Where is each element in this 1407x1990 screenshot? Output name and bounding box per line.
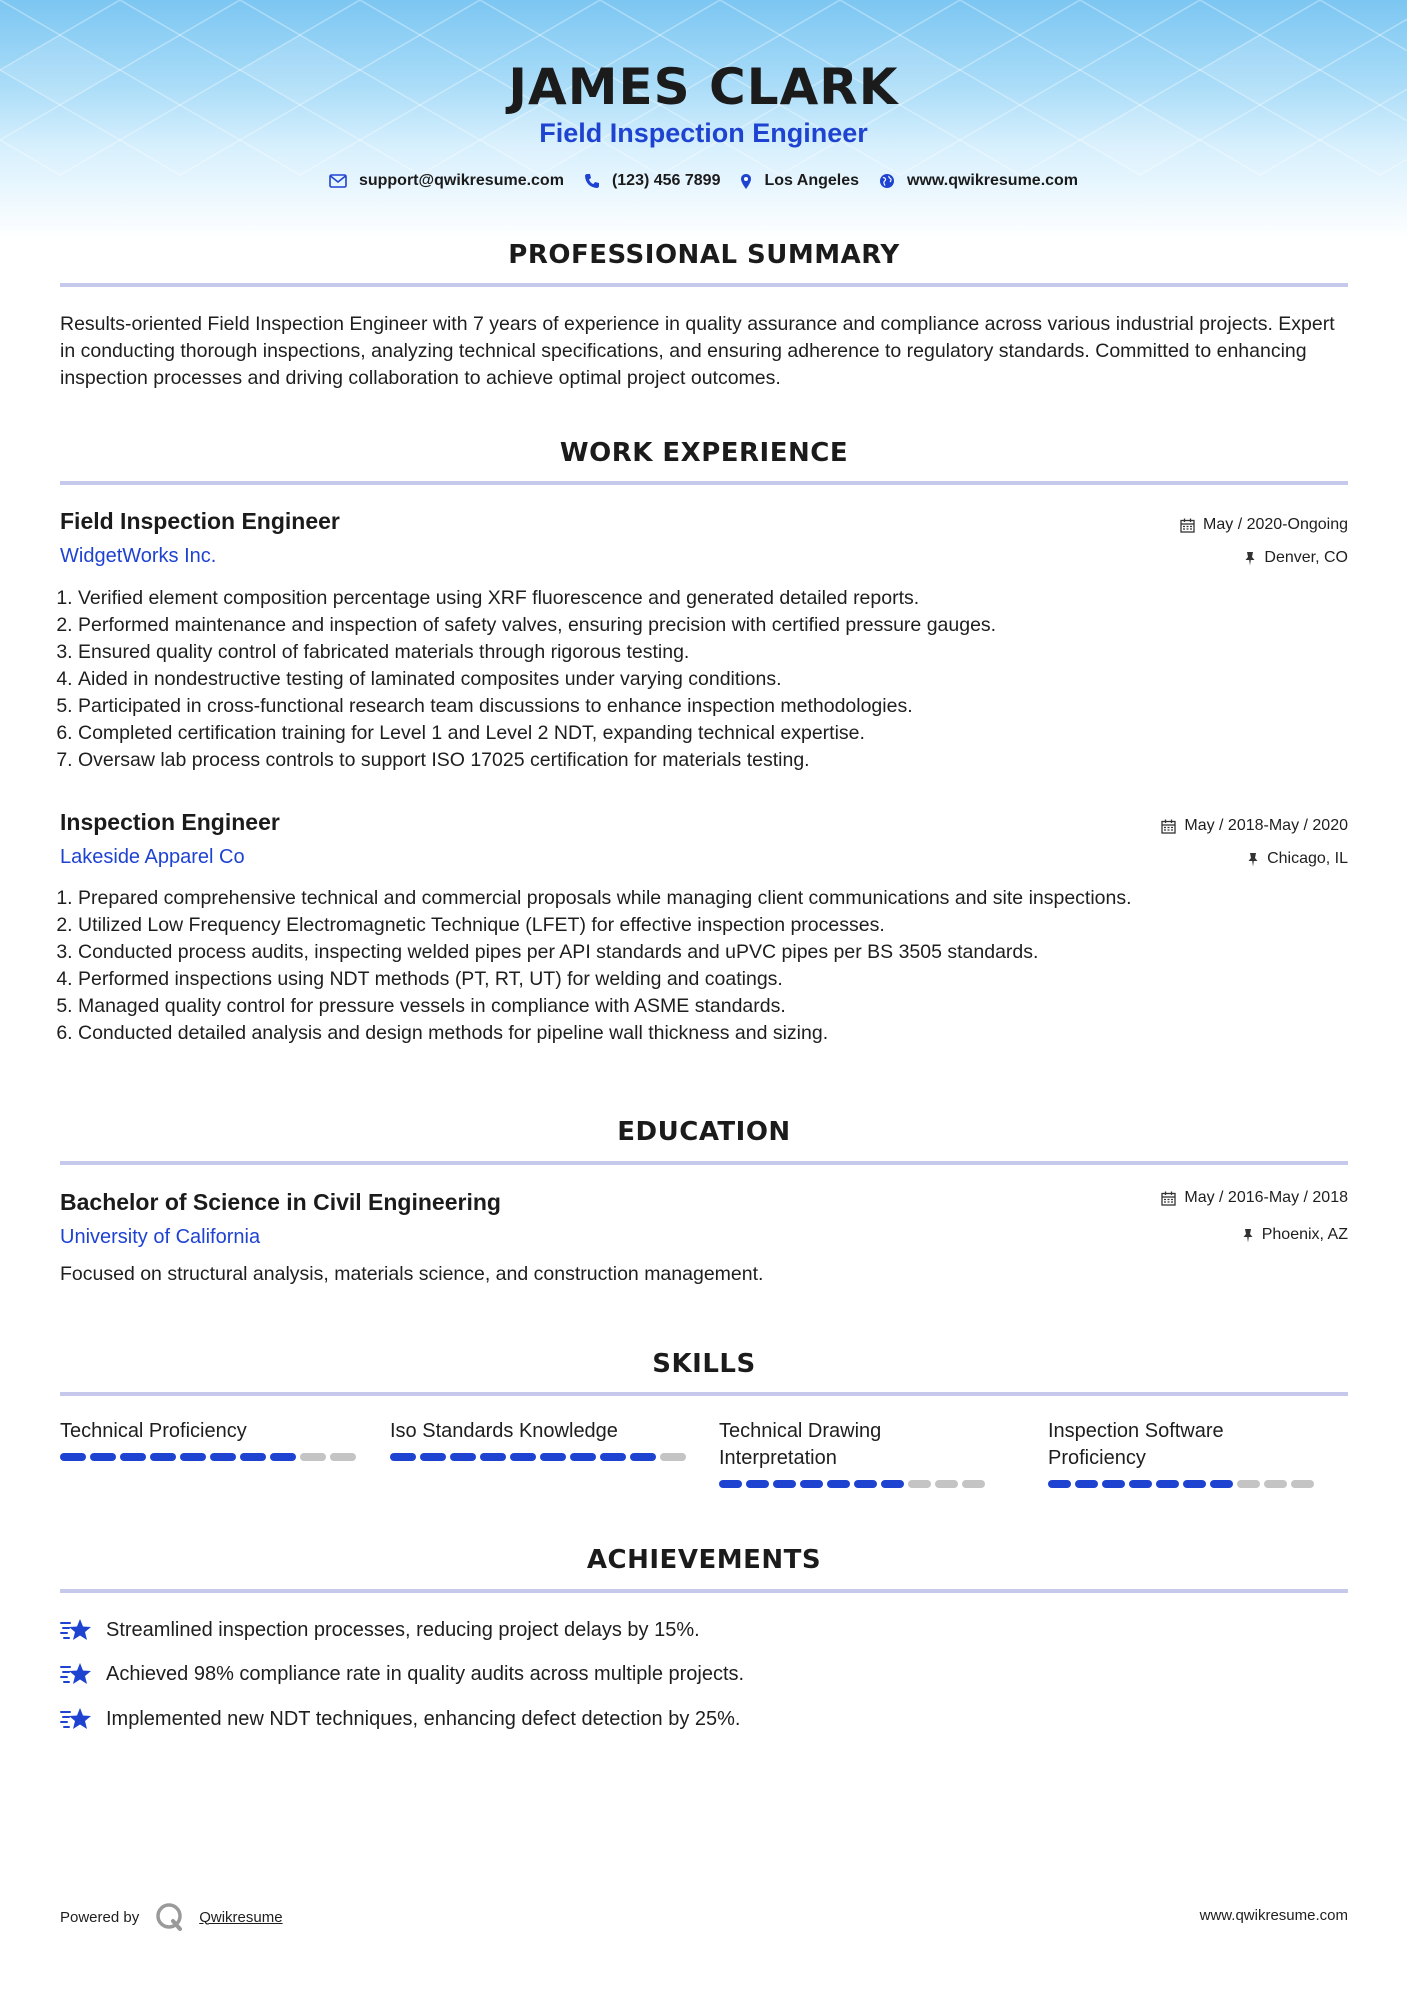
- job-duties: [55, 885, 1368, 1047]
- phone-icon: [584, 173, 600, 189]
- duty-item: 5. Participated in cross-functional research team discussions to enhance inspection methodologies.: [78, 693, 1368, 720]
- education-dates: [1161, 1189, 1348, 1207]
- job-location: [1244, 549, 1348, 567]
- skill-segment-filled: [1102, 1480, 1125, 1488]
- job-location-text: Chicago, IL: [1267, 850, 1348, 867]
- job-dates: [1161, 817, 1348, 835]
- skill-segment-filled: [270, 1453, 296, 1461]
- duty-item: 1. Verified element composition percentage using XRF fluorescence and generated detailed reports.: [78, 585, 1368, 612]
- skills-rule: [60, 1392, 1348, 1396]
- skill-segment-filled: [1129, 1480, 1152, 1488]
- achievement-item: [60, 1660, 744, 1688]
- skill-rating-bar: [60, 1453, 360, 1461]
- job-dates: [1180, 516, 1348, 534]
- skill-segment-filled: [719, 1480, 742, 1488]
- contact-bar: [0, 172, 1407, 190]
- job-dates-text: May / 2020-Ongoing: [1203, 516, 1348, 533]
- education-degree: Bachelor of Science in Civil Engineering: [60, 1189, 501, 1215]
- skill-segment-filled: [1183, 1480, 1206, 1488]
- summary-rule: [60, 283, 1348, 287]
- skill-segment-empty: [935, 1480, 958, 1488]
- skill-segment-filled: [800, 1480, 823, 1488]
- star-achievement-icon: [60, 1616, 92, 1644]
- skill-segment-empty: [1291, 1480, 1314, 1488]
- job-dates-text: May / 2018-May / 2020: [1184, 817, 1348, 834]
- skill-segment-filled: [510, 1453, 536, 1461]
- powered-by-label: Powered by: [60, 1908, 140, 1926]
- footer-website[interactable]: www.qwikresume.com: [1199, 1907, 1348, 1924]
- pin-icon: [1242, 1228, 1254, 1243]
- skill-segment-filled: [1156, 1480, 1179, 1488]
- duty-item: 5. Managed quality control for pressure vessels in compliance with ASME standards.: [78, 993, 1368, 1020]
- location-text: Los Angeles: [764, 172, 860, 189]
- skill-segment-empty: [660, 1453, 686, 1461]
- skill-segment-filled: [60, 1453, 86, 1461]
- contact-location: [740, 172, 859, 190]
- achievements-heading: ACHIEVEMENTS: [586, 1545, 822, 1575]
- footer-powered-by: [60, 1902, 283, 1932]
- skill-segment-filled: [390, 1453, 416, 1461]
- skill-segment-empty: [908, 1480, 931, 1488]
- skill-segment-filled: [450, 1453, 476, 1461]
- skill-item: [390, 1418, 690, 1461]
- star-achievement-icon: [60, 1660, 92, 1688]
- skill-segment-filled: [90, 1453, 116, 1461]
- education-rule: [60, 1161, 1348, 1165]
- duty-item: 6. Completed certification training for Level 1 and Level 2 NDT, expanding technical expertise.: [78, 720, 1368, 747]
- candidate-role: Field Inspection Engineer: [539, 118, 868, 148]
- skill-name: Iso Standards Knowledge: [390, 1420, 618, 1442]
- job-title: Inspection Engineer: [60, 809, 280, 835]
- achievements-rule: [60, 1589, 1348, 1593]
- skill-segment-empty: [1264, 1480, 1287, 1488]
- achievement-text: Implemented new NDT techniques, enhancing defect detection by 25%.: [106, 1707, 741, 1730]
- contact-phone[interactable]: [584, 172, 721, 190]
- job-duties: [55, 585, 1368, 774]
- skill-segment-filled: [420, 1453, 446, 1461]
- skill-segment-filled: [540, 1453, 566, 1461]
- skill-name: Inspection Software Proficiency: [1048, 1420, 1224, 1469]
- map-pin-icon: [740, 173, 752, 190]
- education-school: University of California: [60, 1226, 261, 1248]
- skill-segment-filled: [240, 1453, 266, 1461]
- skill-segment-filled: [827, 1480, 850, 1488]
- skill-rating-bar: [1048, 1480, 1318, 1488]
- job-company: Lakeside Apparel Co: [60, 846, 245, 868]
- qwikresume-link[interactable]: Qwikresume: [199, 1908, 283, 1926]
- email-text: support@qwikresume.com: [358, 172, 564, 189]
- duty-item: 3. Ensured quality control of fabricated materials through rigorous testing.: [78, 639, 1368, 666]
- pin-icon: [1247, 852, 1259, 867]
- skill-item: [60, 1418, 360, 1461]
- skill-segment-filled: [480, 1453, 506, 1461]
- candidate-name: JAMES CLARK: [508, 58, 899, 116]
- website-text: www.qwikresume.com: [907, 172, 1079, 189]
- skill-segment-filled: [854, 1480, 877, 1488]
- qwikresume-logo-icon: [155, 1902, 185, 1932]
- mail-icon: [329, 174, 347, 188]
- education-location: [1242, 1226, 1348, 1244]
- summary-text: Results-oriented Field Inspection Engineer with 7 years of experience in quality assurance and compliance across various industrial projects. Expert in conducting thorough inspections, analyzing technical specifications, and ensuring adherence to regulatory standards. Committed to enhancing inspection processes and driving collaboration to achieve optimal project outcomes.: [60, 313, 1335, 389]
- achievement-text: Streamlined inspection processes, reducing project delays by 15%.: [106, 1618, 700, 1641]
- phone-text: (123) 456 7899: [611, 172, 721, 189]
- skill-segment-filled: [570, 1453, 596, 1461]
- skill-segment-empty: [300, 1453, 326, 1461]
- skill-rating-bar: [719, 1480, 989, 1488]
- calendar-icon: [1161, 819, 1176, 834]
- skill-segment-filled: [600, 1453, 626, 1461]
- duty-item: 7. Oversaw lab process controls to support ISO 17025 certification for materials testing.: [78, 747, 1368, 774]
- experience-rule: [60, 481, 1348, 485]
- duty-item: 2. Utilized Low Frequency Electromagnetic Technique (LFET) for effective inspection processes.: [78, 912, 1368, 939]
- calendar-icon: [1161, 1191, 1176, 1206]
- contact-website[interactable]: [879, 172, 1078, 190]
- duty-item: 2. Performed maintenance and inspection of safety valves, ensuring precision with certified pressure gauges.: [78, 612, 1368, 639]
- job-location-text: Denver, CO: [1264, 549, 1348, 566]
- calendar-icon: [1180, 518, 1195, 533]
- skill-name: Technical Proficiency: [60, 1420, 247, 1442]
- job-title: Field Inspection Engineer: [60, 508, 340, 534]
- skill-segment-filled: [1075, 1480, 1098, 1488]
- skill-item: [1048, 1418, 1318, 1488]
- achievement-item: [60, 1705, 740, 1733]
- skill-segment-filled: [746, 1480, 769, 1488]
- skill-segment-empty: [962, 1480, 985, 1488]
- job-company: WidgetWorks Inc.: [60, 545, 217, 567]
- education-dates-text: May / 2016-May / 2018: [1184, 1189, 1348, 1206]
- duty-item: 4. Aided in nondestructive testing of laminated composites under varying conditions.: [78, 666, 1368, 693]
- star-achievement-icon: [60, 1705, 92, 1733]
- skill-segment-empty: [330, 1453, 356, 1461]
- education-description: Focused on structural analysis, materials science, and construction management.: [60, 1263, 764, 1285]
- skill-segment-filled: [150, 1453, 176, 1461]
- contact-email[interactable]: [329, 172, 564, 190]
- skill-segment-empty: [1237, 1480, 1260, 1488]
- skill-segment-filled: [180, 1453, 206, 1461]
- job-location: [1247, 850, 1348, 868]
- education-heading: EDUCATION: [617, 1117, 791, 1147]
- duty-item: 1. Prepared comprehensive technical and commercial proposals while managing client communications and site inspections.: [78, 885, 1368, 912]
- skill-segment-filled: [210, 1453, 236, 1461]
- skill-name: Technical Drawing Interpretation: [719, 1420, 882, 1469]
- duty-item: 4. Performed inspections using NDT methods (PT, RT, UT) for welding and coatings.: [78, 966, 1368, 993]
- skill-rating-bar: [390, 1453, 690, 1461]
- skill-segment-filled: [1048, 1480, 1071, 1488]
- duty-item: 6. Conducted detailed analysis and design methods for pipeline wall thickness and sizing.: [78, 1020, 1368, 1047]
- globe-icon: [879, 173, 895, 189]
- skill-segment-filled: [120, 1453, 146, 1461]
- summary-heading: PROFESSIONAL SUMMARY: [508, 240, 900, 270]
- skills-heading: SKILLS: [652, 1349, 756, 1379]
- pin-icon: [1244, 551, 1256, 566]
- skill-segment-filled: [881, 1480, 904, 1488]
- skill-segment-filled: [1210, 1480, 1233, 1488]
- skill-segment-filled: [773, 1480, 796, 1488]
- duty-item: 3. Conducted process audits, inspecting welded pipes per API standards and uPVC pipes per BS 3505 standards.: [78, 939, 1368, 966]
- skill-segment-filled: [630, 1453, 656, 1461]
- education-location-text: Phoenix, AZ: [1261, 1226, 1348, 1243]
- achievement-text: Achieved 98% compliance rate in quality audits across multiple projects.: [106, 1662, 745, 1685]
- achievement-item: [60, 1616, 700, 1644]
- skill-item: [719, 1418, 989, 1488]
- experience-heading: WORK EXPERIENCE: [559, 438, 849, 468]
